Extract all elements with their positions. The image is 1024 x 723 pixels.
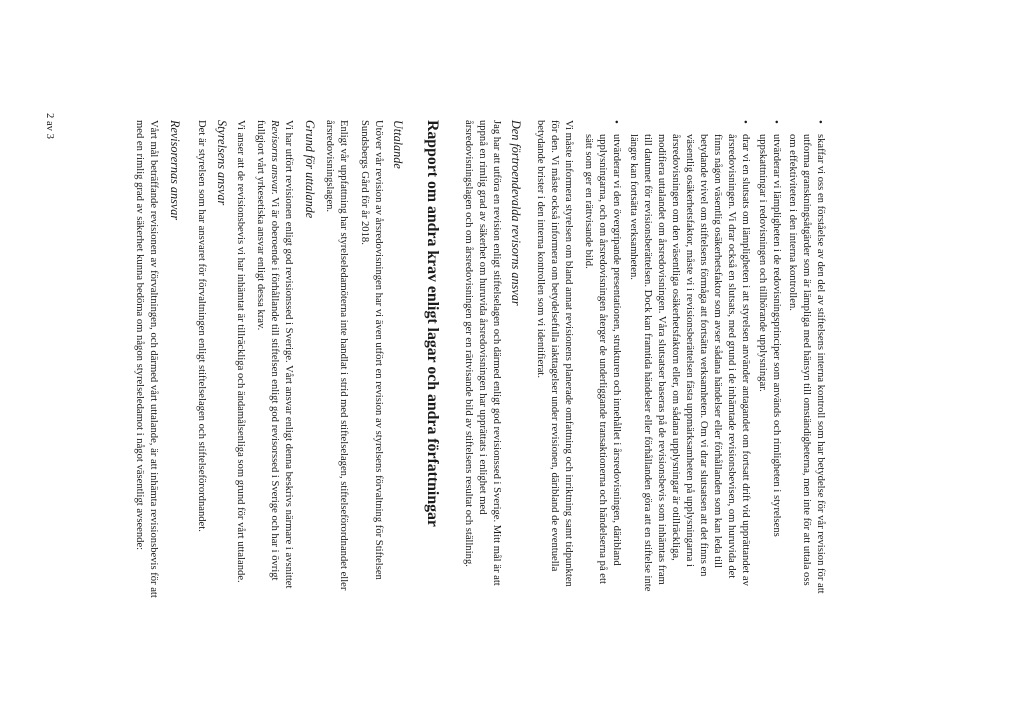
text-line-rest: Vi är oberoende i förhållande till stiftelsen enligt god revisorssed i Sverige och har i övrigt xyxy=(269,197,280,581)
section-reference: Revisorns ansvar. xyxy=(269,120,280,195)
text-line: Vi har utfört revisionen enligt god revisionssed i Sverige. Vårt ansvar enligt denna beskrivs närmare i avsnittet xyxy=(283,120,294,589)
text-line: uppnå en rimlig grad av säkerhet om huruvida årsredovisningen har upprättats i enlighet med xyxy=(477,120,488,515)
text-line: årsredovisningslagen och om årsredovisningen ger en rättvisande bild av stiftelsens resultat och ställning. xyxy=(463,120,474,567)
text-line: Vi anser att de revisionsbevis vi har inhämtat är tillräckliga och ändamålsenliga som grund för vårt uttalande. xyxy=(235,120,246,583)
text-line: väsentlig osäkerhetsfaktor, måste vi i revisionsberättelsen fästa uppmärksamheten på upplysningarna i xyxy=(684,134,695,567)
text-line xyxy=(267,120,281,700)
text-line: betydande tvivel om stiftelsens förmåga att fortsätta verksamheten. Om vi drar slutsatsen att det finns en xyxy=(698,134,709,577)
text-line: Vi måste informera styrelsen om bland annat revisionens planerade omfattning och inriktning samt tidpunkten xyxy=(563,120,574,587)
subheading-text: Revisorernas ansvar xyxy=(168,120,182,221)
paragraph xyxy=(533,120,575,700)
text-line: sätt som ger en rättvisande bild. xyxy=(583,134,594,269)
text-line: längre kan fortsätta verksamheten. xyxy=(628,134,639,280)
text-line: Enligt vår uppfattning har styrelseledamöterna inte handlat i strid med stiftelselagen, stiftelseförordnandet eller xyxy=(338,120,349,591)
paragraph xyxy=(233,120,247,700)
subheading-text: Styrelsens ansvar xyxy=(215,120,229,206)
text-line: för den. Vi måste också informera om betydelsefulla iakttagelser under revisionen, däribland de eventuella xyxy=(549,120,560,572)
text-line: drar vi en slutsats om lämpligheten i att styrelsen använder antagandet om fortsatt drift vid upprättandet av xyxy=(740,134,751,586)
paragraph xyxy=(322,120,350,700)
text-line: utvärderar vi den övergripande presentationen, strukturen och innehållet i årsredovisningen, däribland xyxy=(611,134,622,566)
text-line: årsredovisningen. Vi drar också en slutsats, med grund i de inhämtade revisionsbevisen, om huruvida det xyxy=(726,134,737,579)
page-number: 2 av 3 xyxy=(44,113,55,139)
subheading-text: Uttalande xyxy=(391,120,405,169)
text-line: årsredovisningslagen. xyxy=(324,120,335,213)
paragraph xyxy=(461,120,503,700)
text-line: med en rimlig grad av säkerhet kunna bedöma om någon styrelseledamot i något väsentligt avseende: xyxy=(134,120,145,551)
section-heading-text: Rapport om andra krav enligt lagar och andra författningar xyxy=(424,120,441,527)
bullet-marker: • xyxy=(739,120,751,124)
text-line: Jag har att utföra en revision enligt stiftelselagen och därmed enligt god revisionssed i Sverige. Mitt mål är att xyxy=(491,120,502,586)
text-line: om effektiviteten i den interna kontrollen. xyxy=(787,134,798,311)
section-heading xyxy=(422,120,442,700)
text-line: skaffar vi oss en förståelse av den del av stiftelsens interna kontroll som har betydelse för vår revision för att xyxy=(815,134,826,594)
subheading-text: Den förtroendevalda revisorns ansvar xyxy=(509,120,523,306)
text-line: modifiera uttalandet om årsredovisningen. Våra slutsatser baseras på de revisionsbevis som inhämtas fram xyxy=(656,134,667,585)
text-line: Vårt mål beträffande revisionen av förvaltningen, och därmed vårt uttalande, är att inhämta revisionsbevis för att xyxy=(148,120,159,598)
bullet-marker: • xyxy=(814,120,826,124)
subheading xyxy=(508,120,524,700)
subheading xyxy=(167,120,183,700)
subheading-text: Grund för uttalande xyxy=(303,120,317,219)
text-line: fullgjort vårt yrkesetiska ansvar enligt dessa krav. xyxy=(255,120,266,331)
subheading xyxy=(214,120,230,700)
bullet-marker: • xyxy=(770,120,782,124)
text-line: Det är styrelsen som har ansvaret för förvaltningen enligt stiftelselagen och stiftelseförordnandet. xyxy=(196,120,207,532)
text-line: uppskattningar i redovisningen och tillhörande upplysningar. xyxy=(757,134,768,392)
text-line: Sundsbergs Gård för år 2018. xyxy=(359,120,370,245)
bullet-item xyxy=(785,120,827,704)
subheading xyxy=(302,120,318,700)
bullet-marker: • xyxy=(610,120,622,124)
text-line: upplysningarna, och om årsredovisningen återger de underliggande transaktionerna och händelserna på ett xyxy=(597,134,608,584)
text-line: utforma granskningsåtgärder som är lämpliga med hänsyn till omständigheterna, men inte för att uttala oss xyxy=(801,134,812,586)
paragraph xyxy=(194,120,208,700)
bullet-item xyxy=(626,120,752,704)
bullet-item xyxy=(755,120,783,704)
bullet-item xyxy=(581,120,623,704)
text-line: Utöver vår revision av årsredovisningen har vi även utfört en revision av styrelsens förvaltning för Stiftelsen xyxy=(373,120,384,580)
text-line: till datumet för revisionsberättelsen. Dock kan framtida händelser eller förhållanden göra att en stiftelse inte xyxy=(642,134,653,592)
subheading xyxy=(390,120,406,700)
text-line: årsredovisningen om den väsentliga osäkerhetsfaktorn eller, om sådana upplysningar är otillräckliga, xyxy=(670,134,681,561)
text-line: utvärderar vi lämpligheten i de redovisningsprinciper som används och rimligheten i styrelsens xyxy=(771,134,782,537)
paragraph xyxy=(357,120,385,700)
text-line: finns någon väsentlig osäkerhetsfaktor som avser sådana händelser eller förhållanden som kan leda till xyxy=(712,134,723,568)
paragraph xyxy=(132,120,160,700)
paragraph xyxy=(253,120,295,700)
text-line: betydande brister i den interna kontrollen som vi identifierat. xyxy=(535,120,546,379)
